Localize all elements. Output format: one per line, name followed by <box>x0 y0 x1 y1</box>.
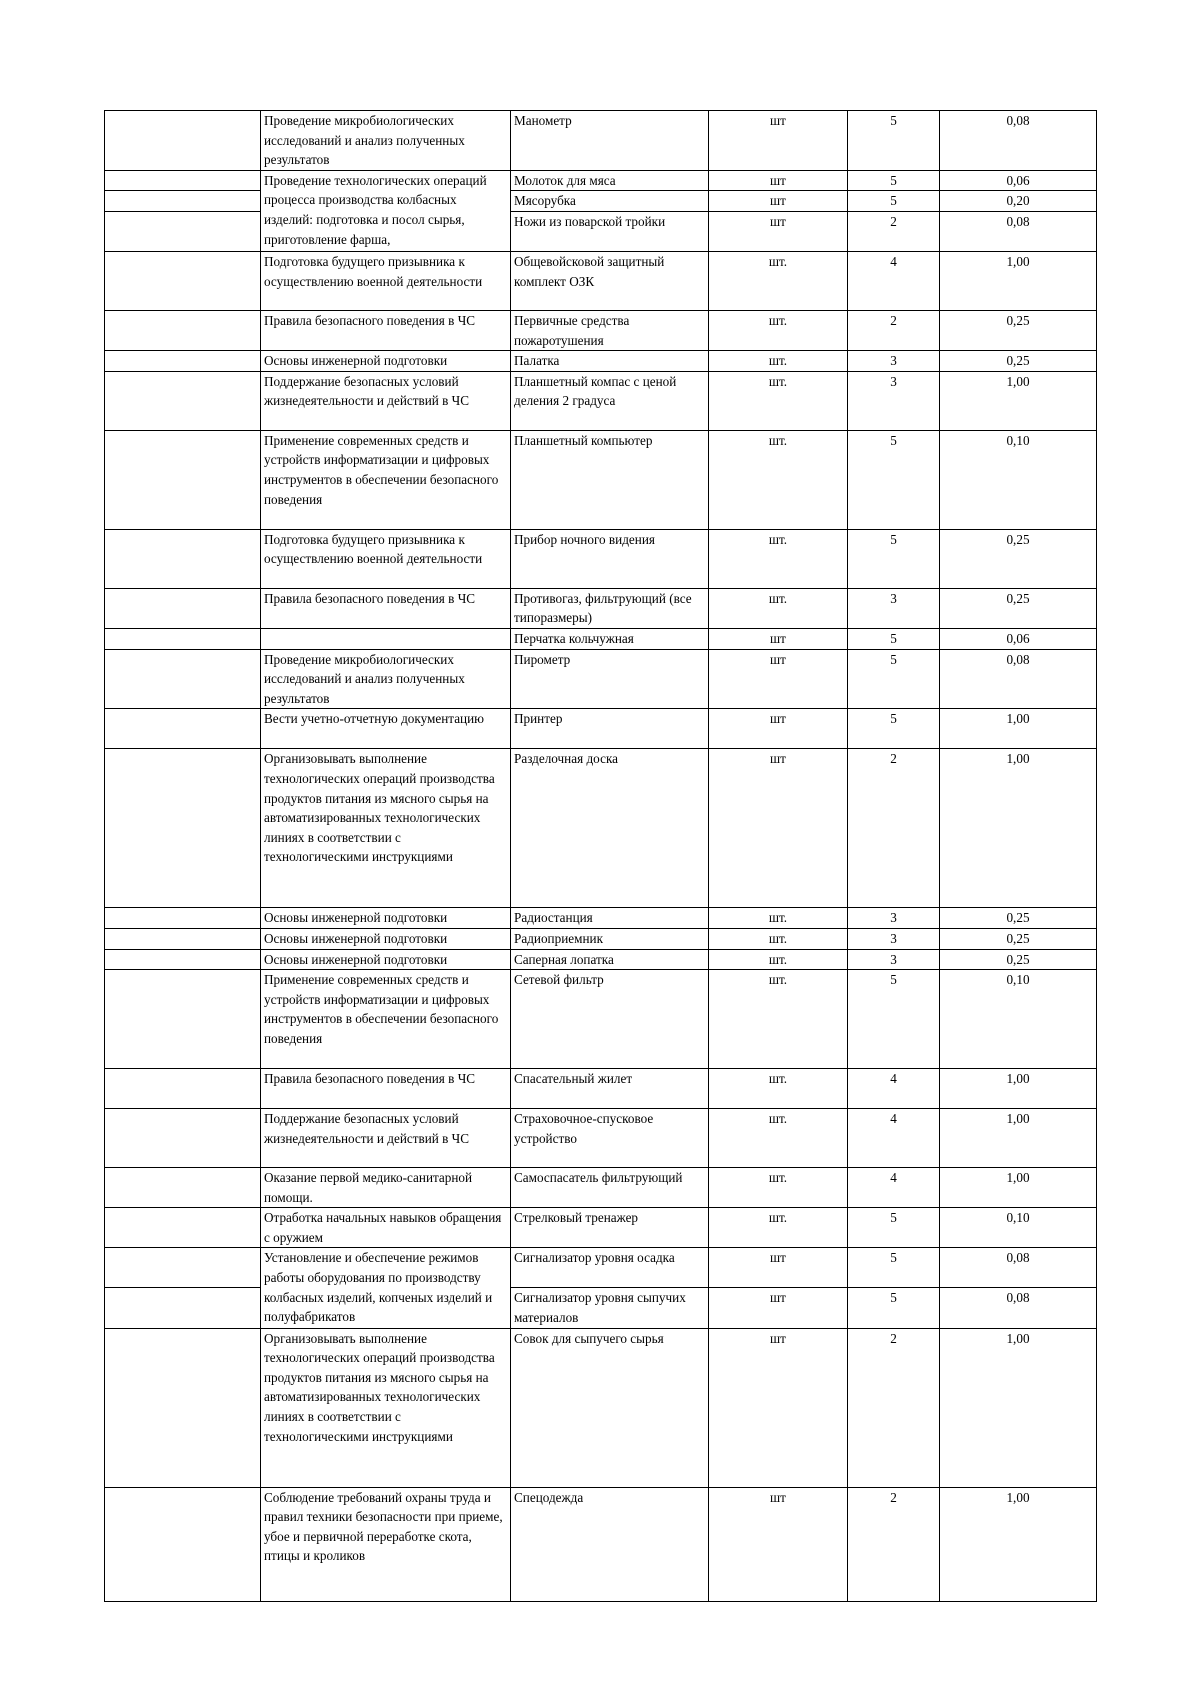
cell-qty: 2 <box>848 310 940 350</box>
cell-unit: шт <box>709 749 848 908</box>
cell-activity: Проведение микробиологических исследований и анализ полученных результатов <box>261 649 511 709</box>
cell-unit: шт. <box>709 970 848 1069</box>
cell-activity: Проведение технологических операций процесса производства колбасных изделий: подготовка и посол сырья, приготовление фарша, <box>261 170 511 251</box>
cell-norm: 0,25 <box>940 908 1097 929</box>
cell-activity: Организовывать выполнение технологических операций производства продуктов питания из мясного сырья на автоматизированных технологических линиях в соответствии с технологическими инструкциями <box>261 749 511 908</box>
cell-unit: шт <box>709 1248 848 1288</box>
cell-norm: 1,00 <box>940 1328 1097 1487</box>
cell-blank <box>105 908 261 929</box>
cell-qty: 5 <box>848 1208 940 1248</box>
cell-item: Молоток для мяса <box>511 170 709 191</box>
cell-qty: 3 <box>848 908 940 929</box>
cell-item: Принтер <box>511 709 709 749</box>
cell-item: Радиоприемник <box>511 928 709 949</box>
cell-blank <box>105 371 261 430</box>
table-row <box>105 628 1097 649</box>
cell-activity: Установление и обеспечение режимов работы оборудования по производству колбасных изделий, копченых изделий и полуфабрикатов <box>261 1248 511 1328</box>
table-row <box>105 1168 1097 1208</box>
cell-activity: Отработка начальных навыков обращения с оружием <box>261 1208 511 1248</box>
cell-norm: 0,25 <box>940 310 1097 350</box>
cell-blank <box>105 1069 261 1109</box>
cell-qty: 5 <box>848 1288 940 1328</box>
equipment-table <box>104 110 1097 1602</box>
cell-item: Сигнализатор уровня осадка <box>511 1248 709 1288</box>
cell-activity: Основы инженерной подготовки <box>261 908 511 929</box>
cell-unit: шт. <box>709 949 848 970</box>
cell-qty: 5 <box>848 1248 940 1288</box>
cell-unit: шт. <box>709 310 848 350</box>
cell-blank <box>105 749 261 908</box>
cell-activity: Вести учетно-отчетную документацию <box>261 709 511 749</box>
cell-unit: шт <box>709 111 848 171</box>
cell-item: Совок для сыпучего сырья <box>511 1328 709 1487</box>
table-row <box>105 371 1097 430</box>
cell-qty: 5 <box>848 649 940 709</box>
cell-activity: Применение современных средств и устройств информатизации и цифровых инструментов в обеспечении безопасного поведения <box>261 430 511 529</box>
cell-blank <box>105 928 261 949</box>
cell-unit: шт. <box>709 430 848 529</box>
table-row <box>105 588 1097 628</box>
cell-activity: Подготовка будущего призывника к осуществлению военной деятельности <box>261 529 511 588</box>
cell-unit: шт <box>709 1288 848 1328</box>
cell-unit: шт <box>709 649 848 709</box>
cell-item: Саперная лопатка <box>511 949 709 970</box>
cell-norm: 0,08 <box>940 211 1097 251</box>
cell-activity: Проведение микробиологических исследований и анализ полученных результатов <box>261 111 511 171</box>
cell-blank <box>105 351 261 372</box>
cell-blank <box>105 529 261 588</box>
cell-blank <box>105 709 261 749</box>
table-row <box>105 1487 1097 1601</box>
cell-unit: шт. <box>709 251 848 310</box>
cell-blank <box>105 1168 261 1208</box>
table-row <box>105 1248 1097 1288</box>
cell-item: Спасательный жилет <box>511 1069 709 1109</box>
cell-qty: 3 <box>848 371 940 430</box>
cell-norm: 0,08 <box>940 1288 1097 1328</box>
table-row <box>105 749 1097 908</box>
cell-qty: 5 <box>848 170 940 191</box>
cell-norm: 0,25 <box>940 928 1097 949</box>
cell-norm: 0,25 <box>940 529 1097 588</box>
cell-qty: 2 <box>848 211 940 251</box>
cell-item: Страховочное-спусковое устройство <box>511 1109 709 1168</box>
cell-norm: 0,10 <box>940 970 1097 1069</box>
cell-blank <box>105 1248 261 1288</box>
cell-blank <box>105 1288 261 1328</box>
cell-norm: 1,00 <box>940 1109 1097 1168</box>
cell-unit: шт. <box>709 371 848 430</box>
cell-unit: шт. <box>709 1208 848 1248</box>
cell-blank <box>105 970 261 1069</box>
cell-activity: Соблюдение требований охраны труда и правил техники безопасности при приеме, убое и первичной переработке скота, птицы и кроликов <box>261 1487 511 1601</box>
cell-activity: Оказание первой медико-санитарной помощи. <box>261 1168 511 1208</box>
table-row <box>105 1328 1097 1487</box>
cell-blank <box>105 1328 261 1487</box>
cell-norm: 0,10 <box>940 430 1097 529</box>
cell-activity: Правила безопасного поведения в ЧС <box>261 1069 511 1109</box>
cell-blank <box>105 111 261 171</box>
table-row <box>105 111 1097 171</box>
table-row <box>105 970 1097 1069</box>
cell-unit: шт. <box>709 588 848 628</box>
cell-qty: 5 <box>848 529 940 588</box>
cell-qty: 5 <box>848 430 940 529</box>
cell-qty: 5 <box>848 191 940 212</box>
cell-item: Противогаз, фильтрующий (все типоразмеры) <box>511 588 709 628</box>
table-row <box>105 430 1097 529</box>
cell-unit: шт. <box>709 928 848 949</box>
table-row <box>105 251 1097 310</box>
cell-activity <box>261 628 511 649</box>
cell-qty: 5 <box>848 628 940 649</box>
cell-qty: 4 <box>848 251 940 310</box>
cell-activity: Правила безопасного поведения в ЧС <box>261 588 511 628</box>
cell-activity: Основы инженерной подготовки <box>261 928 511 949</box>
cell-blank <box>105 251 261 310</box>
cell-item: Ножи из поварской тройки <box>511 211 709 251</box>
cell-blank <box>105 1208 261 1248</box>
table-row <box>105 1288 1097 1328</box>
cell-unit: шт <box>709 211 848 251</box>
cell-activity: Применение современных средств и устройств информатизации и цифровых инструментов в обеспечении безопасного поведения <box>261 970 511 1069</box>
cell-norm: 1,00 <box>940 1168 1097 1208</box>
table-row <box>105 1069 1097 1109</box>
cell-norm: 0,08 <box>940 1248 1097 1288</box>
cell-unit: шт <box>709 709 848 749</box>
cell-blank <box>105 310 261 350</box>
table-row <box>105 529 1097 588</box>
cell-norm: 1,00 <box>940 251 1097 310</box>
cell-unit: шт. <box>709 1069 848 1109</box>
cell-activity: Правила безопасного поведения в ЧС <box>261 310 511 350</box>
table-row <box>105 928 1097 949</box>
cell-blank <box>105 1487 261 1601</box>
cell-norm: 0,08 <box>940 111 1097 171</box>
cell-item: Первичные средства пожаротушения <box>511 310 709 350</box>
cell-activity: Поддержание безопасных условий жизнедеятельности и действий в ЧС <box>261 371 511 430</box>
cell-item: Самоспасатель фильтрующий <box>511 1168 709 1208</box>
cell-norm: 0,20 <box>940 191 1097 212</box>
cell-qty: 2 <box>848 1328 940 1487</box>
cell-item: Прибор ночного видения <box>511 529 709 588</box>
cell-blank <box>105 628 261 649</box>
cell-norm: 1,00 <box>940 749 1097 908</box>
cell-qty: 2 <box>848 1487 940 1601</box>
table-row <box>105 709 1097 749</box>
cell-qty: 5 <box>848 970 940 1069</box>
cell-activity: Организовывать выполнение технологических операций производства продуктов питания из мясного сырья на автоматизированных технологических линиях в соответствии с технологическими инструкциями <box>261 1328 511 1487</box>
cell-blank <box>105 191 261 212</box>
cell-item: Стрелковый тренажер <box>511 1208 709 1248</box>
cell-blank <box>105 170 261 191</box>
cell-qty: 3 <box>848 588 940 628</box>
cell-unit: шт <box>709 170 848 191</box>
cell-unit: шт. <box>709 908 848 929</box>
cell-item: Сигнализатор уровня сыпучих материалов <box>511 1288 709 1328</box>
cell-blank <box>105 430 261 529</box>
cell-norm: 0,25 <box>940 588 1097 628</box>
cell-unit: шт. <box>709 1109 848 1168</box>
cell-norm: 1,00 <box>940 1487 1097 1601</box>
table-row <box>105 1208 1097 1248</box>
cell-unit: шт <box>709 1487 848 1601</box>
cell-norm: 0,08 <box>940 649 1097 709</box>
table-row <box>105 1109 1097 1168</box>
table-row <box>105 211 1097 251</box>
cell-item: Общевойсковой защитный комплект ОЗК <box>511 251 709 310</box>
cell-norm: 0,06 <box>940 170 1097 191</box>
cell-qty: 4 <box>848 1168 940 1208</box>
cell-activity: Основы инженерной подготовки <box>261 351 511 372</box>
cell-blank <box>105 211 261 251</box>
cell-activity: Подготовка будущего призывника к осуществлению военной деятельности <box>261 251 511 310</box>
cell-item: Перчатка кольчужная <box>511 628 709 649</box>
cell-unit: шт <box>709 191 848 212</box>
cell-qty: 4 <box>848 1069 940 1109</box>
cell-norm: 1,00 <box>940 709 1097 749</box>
cell-unit: шт <box>709 1328 848 1487</box>
cell-item: Мясорубка <box>511 191 709 212</box>
cell-norm: 0,10 <box>940 1208 1097 1248</box>
cell-qty: 3 <box>848 351 940 372</box>
cell-blank <box>105 1109 261 1168</box>
table-row <box>105 908 1097 929</box>
cell-qty: 2 <box>848 749 940 908</box>
cell-item: Радиостанция <box>511 908 709 929</box>
cell-norm: 1,00 <box>940 1069 1097 1109</box>
cell-unit: шт <box>709 628 848 649</box>
cell-unit: шт. <box>709 1168 848 1208</box>
cell-qty: 5 <box>848 709 940 749</box>
cell-activity: Основы инженерной подготовки <box>261 949 511 970</box>
cell-qty: 3 <box>848 949 940 970</box>
table-row <box>105 649 1097 709</box>
cell-item: Манометр <box>511 111 709 171</box>
cell-blank <box>105 949 261 970</box>
cell-item: Разделочная доска <box>511 749 709 908</box>
cell-item: Планшетный компьютер <box>511 430 709 529</box>
table-row <box>105 191 1097 212</box>
cell-item: Спецодежда <box>511 1487 709 1601</box>
cell-norm: 0,06 <box>940 628 1097 649</box>
cell-unit: шт. <box>709 529 848 588</box>
cell-blank <box>105 588 261 628</box>
table-row <box>105 351 1097 372</box>
cell-unit: шт. <box>709 351 848 372</box>
cell-blank <box>105 649 261 709</box>
table-row <box>105 170 1097 191</box>
cell-norm: 1,00 <box>940 371 1097 430</box>
cell-qty: 5 <box>848 111 940 171</box>
cell-norm: 0,25 <box>940 351 1097 372</box>
table-row <box>105 310 1097 350</box>
cell-item: Сетевой фильтр <box>511 970 709 1069</box>
cell-qty: 3 <box>848 928 940 949</box>
cell-norm: 0,25 <box>940 949 1097 970</box>
cell-item: Палатка <box>511 351 709 372</box>
cell-item: Планшетный компас с ценой деления 2 градуса <box>511 371 709 430</box>
cell-activity: Поддержание безопасных условий жизнедеятельности и действий в ЧС <box>261 1109 511 1168</box>
cell-qty: 4 <box>848 1109 940 1168</box>
table-row <box>105 949 1097 970</box>
cell-item: Пирометр <box>511 649 709 709</box>
